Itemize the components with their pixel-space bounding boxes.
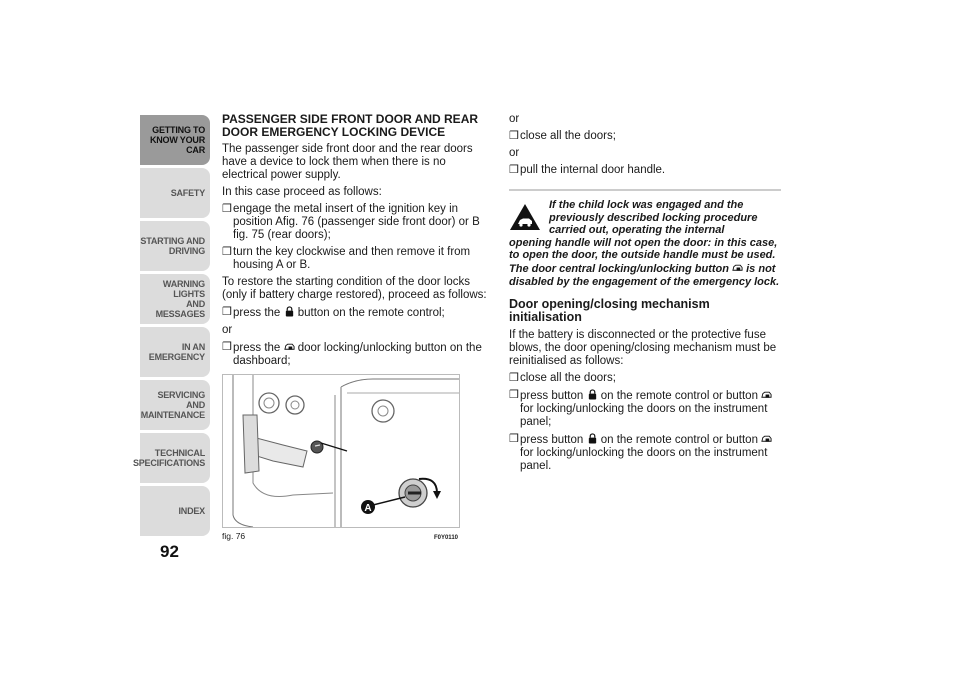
door-lock-illustration (223, 375, 459, 527)
figure-number: fig. 76 (222, 531, 246, 541)
list-item: ❒ press the button on the remote control; (222, 306, 445, 319)
lock-icon (587, 433, 598, 444)
paragraph: To restore the starting condition of the door locks (only if battery charge restored), proceed as follows: (222, 276, 487, 301)
car-lock-icon (761, 389, 772, 400)
list-item: ❒ press button on the remote control or button for locking/unlocking the doors on the instrument panel; (509, 389, 781, 429)
tab-safety[interactable]: SAFETY (140, 168, 210, 218)
list-item: ❒ engage the metal insert of the ignition key in position Afig. 76 (passenger side front door) or B fig. 75 (rear doors); (222, 203, 480, 241)
figure-code: F0Y0110 (433, 535, 458, 541)
list-item: ❒ press the door locking/unlocking button on the dashboard; (222, 341, 482, 367)
paragraph: or (222, 324, 233, 336)
list-item: ❒ turn the key clockwise and then remove it from housing A or B. (222, 246, 471, 271)
checkbox-bullet-icon: ❒ (222, 306, 232, 318)
checkbox-bullet-icon: ❒ (509, 389, 519, 402)
tab-warning-lights[interactable]: WARNING LIGHTS AND MESSAGES (140, 274, 210, 324)
section-heading: PASSENGER SIDE FRONT DOOR AND REAR DOOR EMERGENCY LOCKING DEVICE (222, 112, 479, 139)
lock-icon (284, 306, 295, 317)
paragraph: The passenger side front door and the rear doors have a device to lock them when there is no electrical power supply. (222, 143, 473, 181)
warning-triangle-icon (509, 203, 541, 231)
car-lock-icon (284, 341, 295, 352)
checkbox-bullet-icon: ❒ (509, 164, 519, 176)
figure-door-lock (222, 374, 460, 528)
subheading: Door opening/closing mechanism initialisation (509, 297, 710, 325)
callout-label-a: A (364, 503, 372, 514)
figure-caption (222, 530, 458, 545)
warning-box: If the child lock was engaged and the previously described locking procedure carried out, operating the internal opening handle will not open the door: in this case, to open the door, the outside handle must be used. The door central locking/unlocking button is not disabled by the engagement of the emergency lock. (509, 189, 781, 288)
checkbox-bullet-icon: ❒ (222, 341, 232, 353)
list-item: ❒ close all the doors; (509, 372, 616, 385)
list-item: ❒ close all the doors; (509, 130, 616, 142)
left-column (222, 113, 492, 545)
right-column (509, 113, 781, 477)
tab-servicing[interactable]: SERVICING AND MAINTENANCE (140, 380, 210, 430)
chapter-tabs (132, 115, 210, 539)
checkbox-bullet-icon: ❒ (222, 246, 232, 258)
car-lock-icon (732, 262, 743, 273)
tab-starting-and-driving[interactable]: STARTING AND DRIVING (140, 221, 210, 271)
car-lock-icon (761, 433, 772, 444)
list-item: ❒ pull the internal door handle. (509, 164, 666, 176)
lock-icon (587, 389, 598, 400)
paragraph: If the battery is disconnected or the protective fuse blows, the door opening/closing mechanism must be reinitialised as follows: (509, 329, 777, 368)
checkbox-bullet-icon: ❒ (509, 372, 519, 385)
tab-in-an-emergency[interactable]: IN AN EMERGENCY (140, 327, 210, 377)
paragraph: In this case proceed as follows: (222, 186, 382, 198)
checkbox-bullet-icon: ❒ (222, 203, 232, 215)
list-item: ❒ press button on the remote control or button for locking/unlocking the doors on the instrument panel. (509, 433, 781, 473)
checkbox-bullet-icon: ❒ (509, 130, 519, 142)
page-number: 92 (160, 542, 179, 561)
paragraph: or (509, 113, 520, 125)
tab-index[interactable]: INDEX (140, 486, 210, 536)
checkbox-bullet-icon: ❒ (509, 433, 519, 446)
tab-technical-specifications[interactable]: TECHNICAL SPECIFICATIONS (140, 433, 210, 483)
paragraph: or (509, 147, 520, 159)
tab-getting-to-know-your-car[interactable]: GETTING TO KNOW YOUR CAR (140, 115, 210, 165)
